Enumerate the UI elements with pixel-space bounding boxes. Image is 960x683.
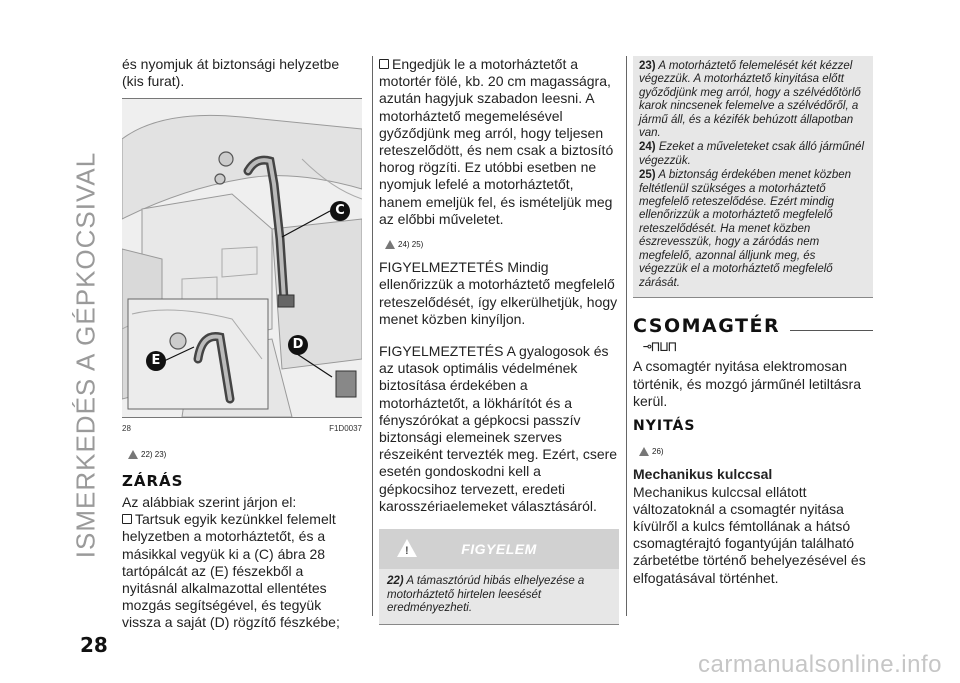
note-item <box>639 141 867 168</box>
warning-icon: ! <box>397 539 417 557</box>
lowering-bullet-text: Engedjük le a motorháztetőt a motortér fölé, kb. 20 cm magasságra, azután hagyjuk szabadon leesni. A motorháztető megemelésével győződjünk meg arról, hogy teljesen reteszelődött, és nem csak a biztosító horog rögzíti. Ez utóbbi esetben ne nyomjuk lefelé a motorháztetőt, hanem emeljük fel, és ismételjük meg az előbbi műveletet. <box>379 56 614 227</box>
warning-text: A támasztórúd hibás elhelyezése a motorháztető hirtelen leesését eredményezheti. <box>387 575 585 615</box>
warning-box-header <box>379 529 619 569</box>
mechanical-key-title: Mechanikus kulccsal <box>633 466 773 483</box>
heading-rule <box>790 330 873 331</box>
heading-zaras: ZÁRÁS <box>122 471 184 490</box>
note-number: 24) <box>639 141 656 154</box>
figure-code: F1D0037 <box>329 424 362 434</box>
page-number: 28 <box>80 633 108 657</box>
column-3 <box>633 56 873 587</box>
warning-refs <box>385 236 619 253</box>
section-header <box>633 314 873 337</box>
mechanical-key-text: Mechanikus kulccsal ellátott változatoknál a csomagtér nyitása kívülről a kulcs fémtollának a hátsó csomagtérajtó fogantyúján található zárbetétbe történő behelyezésével és elfogatásával történhet. <box>633 483 866 586</box>
bullet-icon <box>122 514 132 524</box>
note-item <box>639 169 867 290</box>
note-text: A biztonság érdekében menet közben feltétlenül szükséges a motorháztető megfelelő reteszelődése. Ezért mindig ellenőrizzük a motorháztető megfelelő reteszelődését. Ha menet közben észrevesszük, hogy a záródás nem megfelelő, azonnal álljunk meg, és végezzük el a motorháztető megfelelő zárását. <box>639 169 852 289</box>
lowering-bullet <box>379 56 619 228</box>
heading-csomagter: CSOMAGTÉR <box>633 314 781 337</box>
heading-nyitas: NYITÁS <box>633 417 696 434</box>
note-text: Ezeket a műveleteket csak álló járműnél végezzük. <box>639 141 865 167</box>
warning-ref-numbers: 22) 23) <box>141 449 167 459</box>
callout-c: C <box>330 201 350 221</box>
warning-ref-numbers: 26) <box>652 447 664 457</box>
warning-box <box>379 529 619 625</box>
zaras-lead: Az alábbiak szerint járjon el: <box>122 494 297 511</box>
warning-triangle-icon <box>385 240 395 249</box>
note-number: 25) <box>639 169 656 182</box>
column-divider <box>626 56 627 616</box>
trunk-key-icon: ⊸⊓⊔⊓ <box>643 339 677 356</box>
note-text: A motorháztető felemelését két kézzel végezzük. A motorháztető kinyitása előtt győződjünk meg arról, hogy a szélvédőtörlő karok nincsenek felemelve a szélvédőről, a jármű áll, és a kézifék behúzott állapotban van. <box>639 60 861 140</box>
note-item <box>639 60 867 140</box>
column-2 <box>379 56 619 625</box>
callout-e: E <box>146 351 166 371</box>
zaras-bullet-text: Tartsuk egyik kezünkkel felemelt helyzetben a motorháztetőt, és a másikkal vegyük ki a (C) ábra 28 tartópálcát az (E) fészekből a nyitásnál alkalmazottal ellentétes mozgás segítségével, és tegyük vissza a saját (D) rögzítő fészkébe; <box>122 511 340 631</box>
csomagter-intro: A csomagtér nyitása elektromosan történik, és mozgó járműnél letiltásra kerül. <box>633 358 861 409</box>
warning-triangle-icon <box>128 450 138 459</box>
warning-notes <box>633 56 873 298</box>
figure-caption <box>122 420 362 437</box>
callout-d: D <box>288 335 308 355</box>
column-divider <box>372 56 373 616</box>
bullet-icon <box>379 59 389 69</box>
notice-paragraph-2: FIGYELMEZTETÉS A gyalogosok és az utasok optimális védelmének biztosítása érdekében a motorháztetőt, a lökhárítót és a fényszórókat a gépkocsi passzív biztonsági elemeinek szerves részeiként tervezték meg. Ezért, csere esetén gondoskodni kell a gépkocsihoz tervezett, eredeti karosszériaelemeket választásáról. <box>379 343 618 514</box>
figure-number: 28 <box>122 424 131 434</box>
watermark: carmanualsonline.info <box>698 651 942 678</box>
intro-text: és nyomjuk át biztonsági helyzetbe (kis furat). <box>122 56 340 90</box>
notice-paragraph-1: FIGYELMEZTETÉS Mindig ellenőrizzük a motorháztető megfelelő reteszelődését, így elkerülhetjük, hogy menet közben kinyíljon. <box>379 259 618 327</box>
warning-triangle-icon <box>639 447 649 456</box>
warning-refs <box>639 443 873 460</box>
chapter-side-title: ISMERKEDÉS A GÉPKOCSIVAL <box>70 151 101 559</box>
zaras-bullet <box>122 511 362 631</box>
figure-28 <box>122 98 362 418</box>
warning-box-body <box>379 569 619 624</box>
warning-ref-numbers: 24) 25) <box>398 240 424 250</box>
column-1 <box>122 56 362 632</box>
warning-number: 22) <box>387 575 404 588</box>
warning-refs <box>128 446 362 463</box>
note-number: 23) <box>639 60 656 72</box>
warning-box-title: FIGYELEM <box>461 541 537 558</box>
